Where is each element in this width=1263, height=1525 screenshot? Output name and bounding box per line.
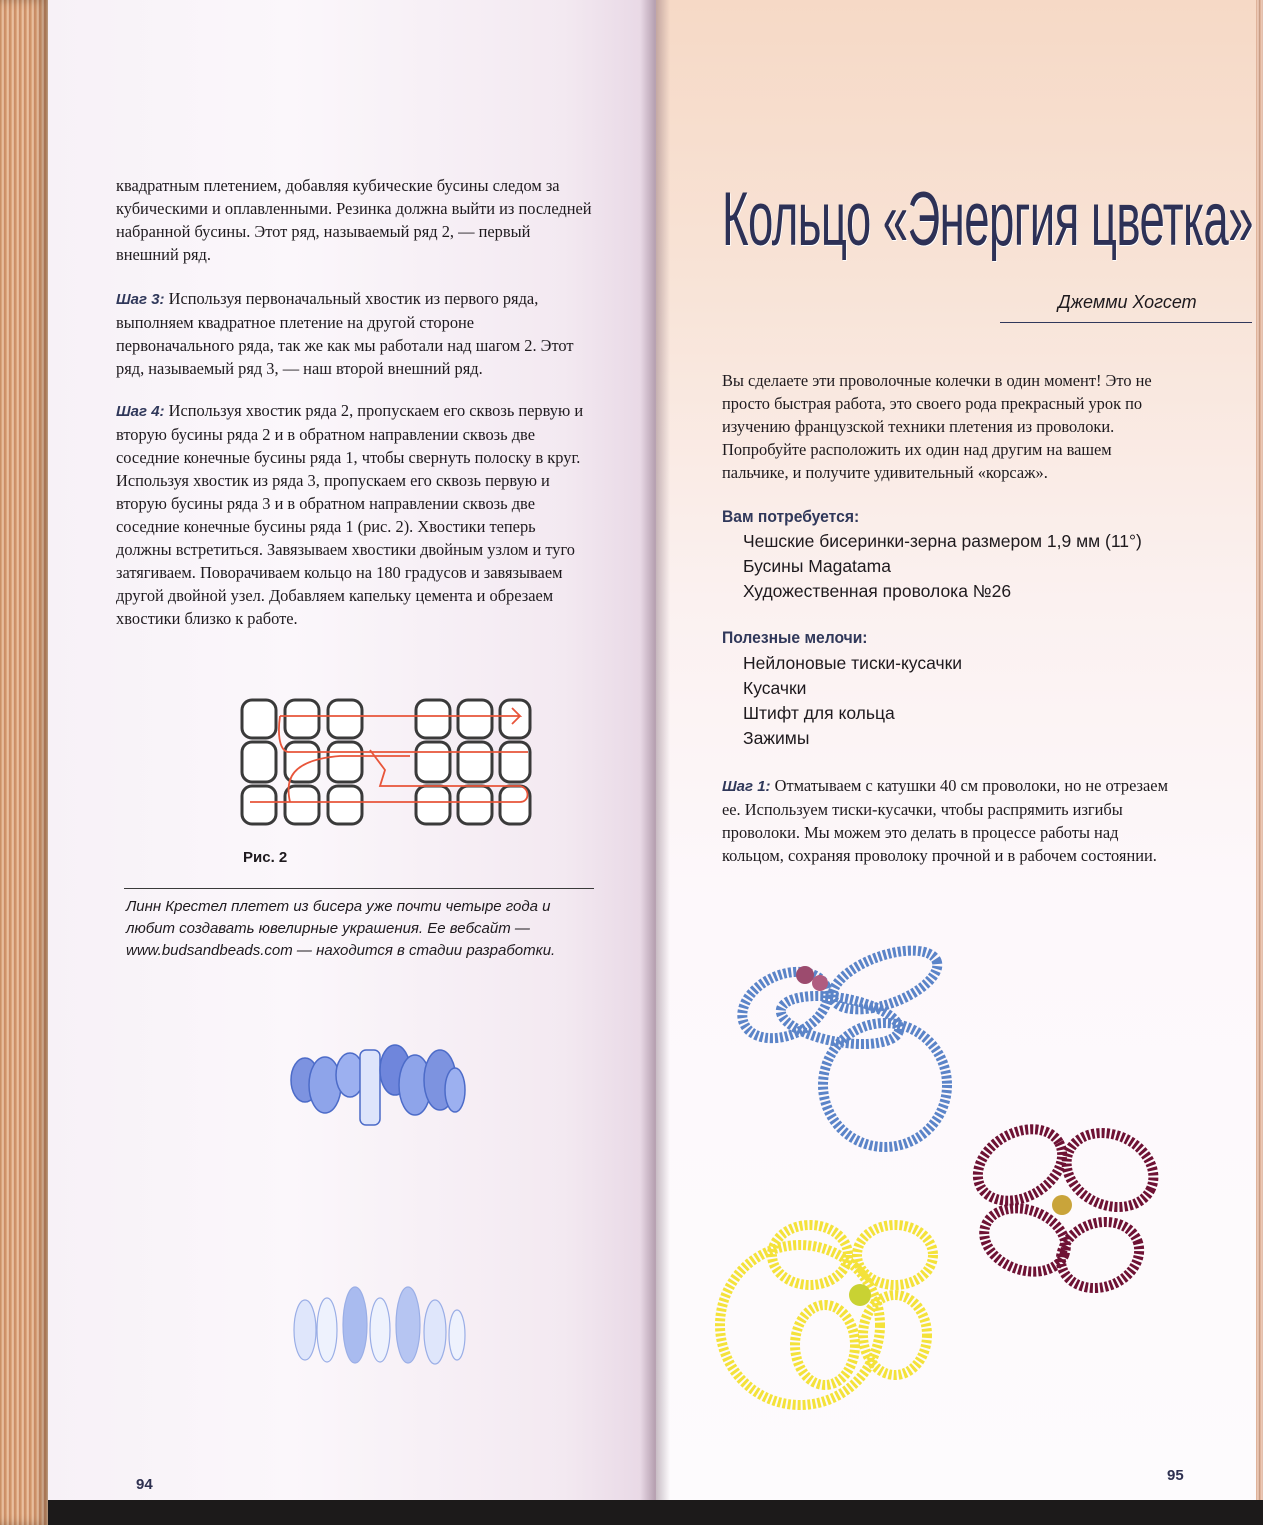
tools-item: Кусачки: [743, 678, 807, 698]
yellow-flower-ring: [720, 1225, 933, 1405]
step4-paragraph: [116, 399, 594, 630]
step1-text: Отматываем с катушки 40 см проволоки, но не отрезаем ее. Используем тиски-кусачки, чтобы распрямить изгибы проволоки. Мы можем это делать в процессе работы над кольцом, сохраняя проволоку прочной и в рабочем состоянии.: [722, 776, 1168, 865]
bead: [328, 786, 362, 824]
step1-label: Шаг 1:: [722, 778, 771, 795]
author-bio: Линн Крестел плетет из бисера уже почти четыре года и любит создавать ювелирные украшения. Ее вебсайт — www.budsandbeads.com — находится в стадии разработки.: [126, 898, 556, 959]
page-number-right: 95: [1167, 1467, 1184, 1484]
bead: [416, 742, 450, 782]
right-intro-paragraph: Вы сделаете эти проволочные колечки в один момент! Это не просто быстрая работа, это своего рода прекрасный урок по изучению французской техники плетения из проволоки. Попробуйте расположить их один над другим на вашем пальчике, и получите удивительный «корсаж».: [722, 371, 1152, 482]
materials-heading: Вам потребуется:: [722, 507, 860, 526]
tools-item: Нейлоновые тиски-кусачки: [743, 653, 963, 673]
tools-list: [743, 651, 962, 751]
bead: [500, 700, 530, 738]
author-underline: [1000, 322, 1252, 323]
article-author: Джемми Хогсет: [1058, 292, 1197, 312]
bead: [500, 742, 530, 782]
step3-label: Шаг 3:: [116, 291, 165, 308]
bead: [458, 786, 492, 824]
left-intro-paragraph: квадратным плетением, добавляя кубические бусины следом за кубическими и оплавленными. Резинка должна выйти из последней набранной бусины. Этот ряд, называемый ряд 2, — первый внешний ряд.: [116, 176, 592, 264]
bead: [500, 786, 530, 824]
crystal-ring-photo-blue: [285, 1030, 470, 1145]
materials-item: Бусины Magatama: [743, 556, 891, 576]
bead: [242, 700, 276, 738]
materials-item: Чешские бисеринки-зерна размером 1,9 мм (11°): [743, 531, 1142, 551]
step4-text: Используя хвостик ряда 2, пропускаем его сквозь первую и вторую бусины ряда 2 и в обратном направлении сквозь две соседние конечные бусины ряда 1, чтобы свернуть полоску в круг. Используя хвостик из ряда 3, пропускаем его сквозь первую и вторую бусины ряда 3 и в обратном направлении сквозь две соседние конечные бусины ряда 1 (рис. 2). Хвостики теперь должны встретиться. Завязываем хвостики двойным узлом и туго затягиваем. Поворачиваем кольцо на 180 градусов и завязываем другой двойной узел. Добавляем капельку цемента и обрезаем хвостики близко к работе.: [116, 401, 584, 628]
page-edges-right: [1256, 0, 1263, 1500]
tools-heading: Полезные мелочи:: [722, 628, 868, 647]
blue-flower-ring: [732, 939, 947, 1147]
step1-paragraph: [722, 774, 1182, 867]
materials-list: [743, 529, 1142, 604]
tools-item: Зажимы: [743, 728, 810, 748]
bead: [416, 700, 450, 738]
step3-text: Используя первоначальный хвостик из первого ряда, выполняем квадратное плетение на другой стороне первоначального ряда, так же как мы работали над шагом 2. Этот ряд, называемый ряд 3, — наш второй внешний ряд.: [116, 289, 574, 378]
bead: [285, 700, 319, 738]
flower-rings-photo: [700, 925, 1180, 1425]
bead: [242, 742, 276, 782]
step3-paragraph: [116, 287, 594, 380]
step4-label: Шаг 4:: [116, 403, 165, 420]
crystal-ring-photo-light: [285, 1280, 470, 1380]
tools-item: Штифт для кольца: [743, 703, 895, 723]
article-title: Кольцо «Энергия цветка»: [722, 177, 1253, 262]
bead: [328, 742, 362, 782]
bead: [458, 700, 492, 738]
bio-divider: [124, 888, 594, 889]
figure-2-diagram: [230, 690, 550, 830]
page-number-left: 94: [136, 1476, 153, 1493]
materials-item: Художественная проволока №26: [743, 581, 1012, 601]
bead: [285, 742, 319, 782]
bead: [285, 786, 319, 824]
page-edges-left: [0, 0, 48, 1525]
bead: [458, 742, 492, 782]
bead: [242, 786, 276, 824]
bead: [328, 700, 362, 738]
book-gutter: [640, 0, 670, 1500]
figure-caption: Рис. 2: [243, 849, 288, 866]
bead: [416, 786, 450, 824]
